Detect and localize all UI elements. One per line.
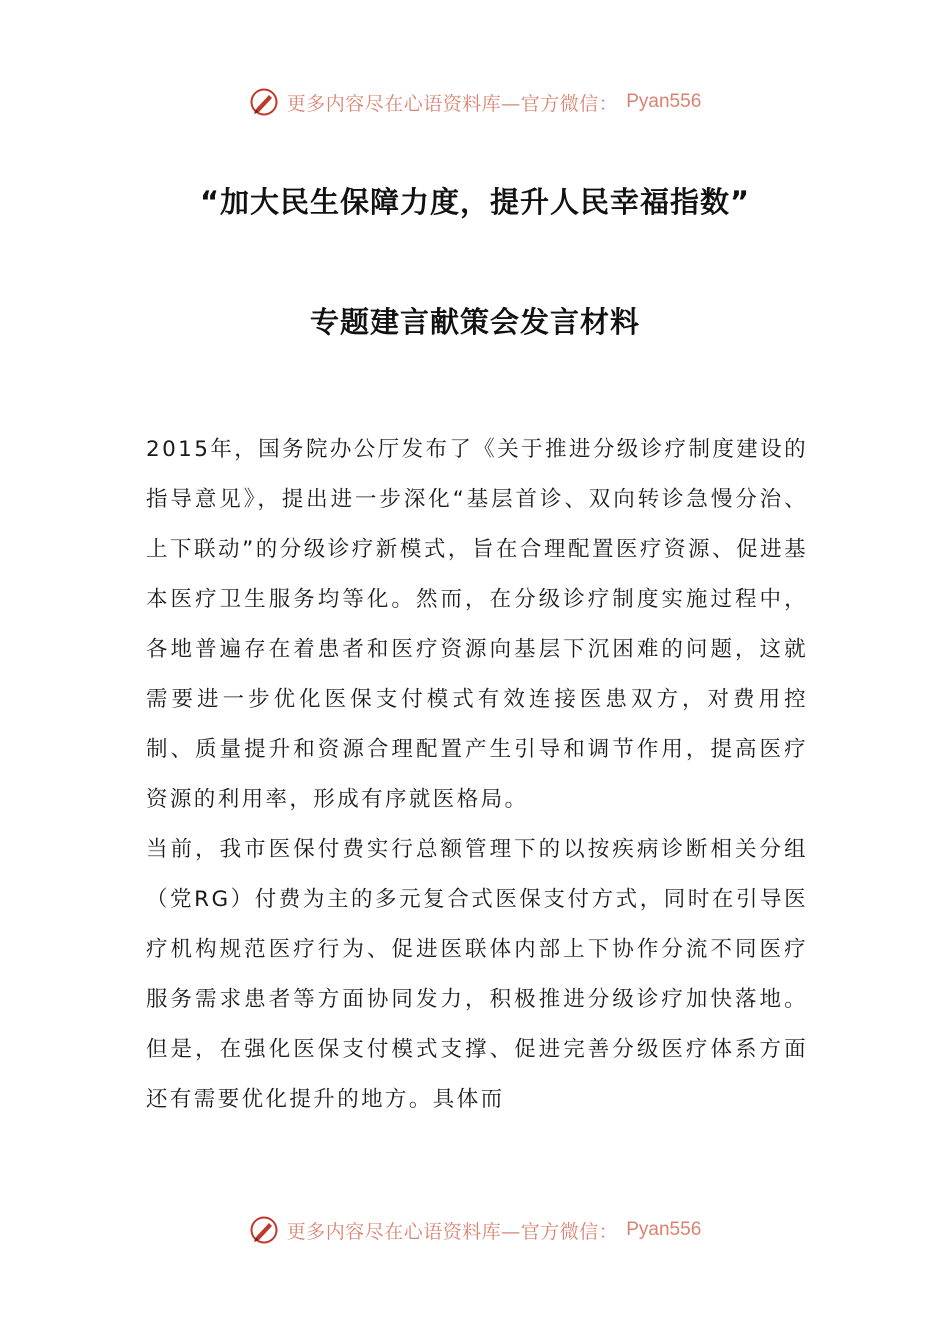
pen-logo-icon bbox=[249, 1215, 279, 1245]
watermark-text: 更多内容尽在心语资料库—官方微信： bbox=[286, 92, 619, 115]
footer-watermark bbox=[0, 1210, 950, 1250]
pen-logo-icon bbox=[249, 87, 279, 117]
watermark-wechat-id: Pyan556 bbox=[626, 1219, 702, 1240]
document-subtitle: 专题建言献策会发言材料 bbox=[309, 305, 640, 339]
document-title: “加大民生保障力度，提升人民幸福指数” bbox=[199, 185, 751, 219]
paragraph: 当前，我市医保付费实行总额管理下的以按疾病诊断相关分组（党RG）付费为主的多元复合式医保支付方式，同时在引导医疗机构规范医疗行为、促进医联体内部上下协作分流不同医疗服务需求患者等方面协同发力，积极推进分级诊疗加快落地。但是，在强化医保支付模式支撑、促进完善分级医疗体系方面还有需要优化提升的地方。具体而 bbox=[146, 837, 808, 1112]
watermark-wechat-id: Pyan556 bbox=[626, 91, 702, 112]
document-body bbox=[146, 425, 808, 1125]
header-watermark bbox=[0, 82, 950, 122]
watermark-text: 更多内容尽在心语资料库—官方微信： bbox=[286, 1220, 619, 1243]
paragraph: 2015年，国务院办公厅发布了《关于推进分级诊疗制度建设的指导意见》，提出进一步深化“基层首诊、双向转诊急慢分治、上下联动”的分级诊疗新模式，旨在合理配置医疗资源、促进基本医疗卫生服务均等化。然而，在分级诊疗制度实施过程中，各地普遍存在着患者和医疗资源向基层下沉困难的问题，这就需要进一步优化医保支付模式有效连接医患双方，对费用控制、质量提升和资源合理配置产生引导和调节作用，提高医疗资源的利用率，形成有序就医格局。 bbox=[146, 437, 808, 812]
